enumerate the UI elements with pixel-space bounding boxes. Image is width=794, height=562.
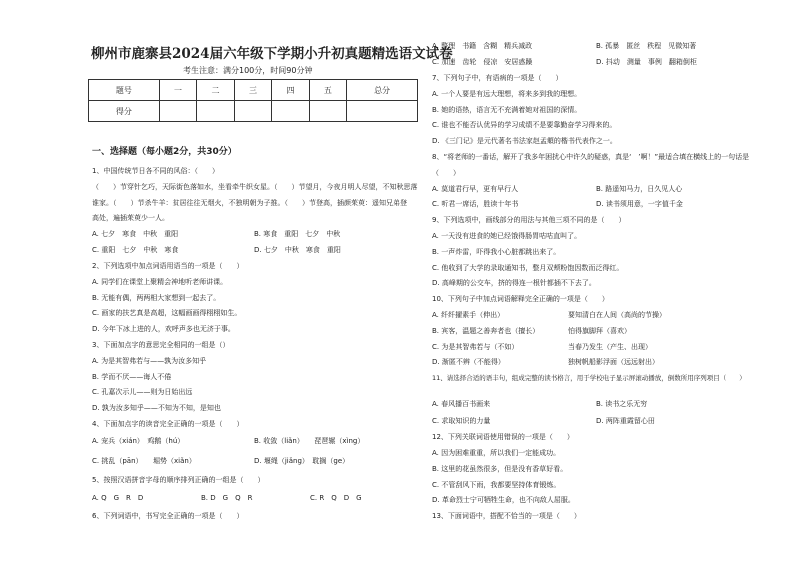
score-input-cell[interactable] <box>272 101 309 122</box>
exam-notice: 考生注意：满分100分，时间90分钟 <box>183 66 313 75</box>
score-header-cell: 三 <box>234 80 271 101</box>
exam-title: 柳州市鹿寨县2024届六年级下学期小升初真题精选语文试卷 <box>91 46 453 62</box>
option-a: A. 整理 书籍 含糊 精兵减政 <box>432 42 533 50</box>
score-table-score-row <box>89 101 418 122</box>
option-a: A. 春风播百书画来 <box>432 400 491 408</box>
option-a: A. 一个人要是有远大理想，将来多到我的理想。 <box>432 90 582 98</box>
question-text-line: 谁家。（ ）节杀牛羊：贫居往往无烟火，不独明朝为子推。（ ）节登高，插颜茱萸：遥知兄弟登 <box>92 199 407 207</box>
question-2: 2、下列选项中加点词语用语当的一项是（ ） <box>92 262 244 270</box>
score-input-cell[interactable] <box>234 101 271 122</box>
option-b: B. 路遥知马力，日久见人心 <box>596 185 683 193</box>
option-b: B. 宾客，温题之善奔者也（擅长） <box>432 327 540 335</box>
option-c: C. 不管刮风下雨，我都要坚持体育锻炼。 <box>432 481 561 489</box>
score-input-cell[interactable] <box>347 101 418 122</box>
score-header-cell: 五 <box>309 80 346 101</box>
option-a: A. 同学们在课堂上聚精会神地听老师讲课。 <box>92 278 228 286</box>
option-b: B. 收敛（liǎn） 琵琶辗（xìng） <box>254 437 365 445</box>
option-b: B. 孤暴 匿丝 秩程 见微知著 <box>596 42 697 50</box>
option-b: B. D G Q R <box>201 494 253 502</box>
question-1: 1、中国传统节日各不同的风俗：（ ） <box>92 167 219 175</box>
option-d: D. 革命烈士宁可牺牲生命，也不向敌人屈服。 <box>432 496 575 504</box>
option-d: D. 《三门记》是元代著名书法家赵孟頫的楷书代表作之一。 <box>432 137 617 145</box>
option-a: A. 一天没有进食的她已经饿得肠胃咕咕直叫了。 <box>432 232 582 240</box>
option-b: B. 寒食 重阳 七夕 中秋 <box>254 230 341 238</box>
question-4: 4、下面加点字的读音完全正确的一项是（ ） <box>92 420 244 428</box>
option-d: D. 渐匿不辨（不能得） <box>432 358 505 366</box>
option-b: B. 读书之乐无穷 <box>596 400 648 408</box>
score-header-cell: 四 <box>272 80 309 101</box>
score-input-cell[interactable] <box>197 101 234 122</box>
answer-blank: （ ） <box>432 169 460 177</box>
score-header-cell: 总分 <box>347 80 418 101</box>
question-8: 8、“将老师的一番话，解开了我多年困扰心中许久的疑惑，真是‘ ’啊！”最适合填在横线上的一句话是 <box>432 153 750 161</box>
option-c: C. 画家的扶艺真是高超，这幅画画得栩栩如生。 <box>92 309 242 317</box>
option-c: C. 他收到了大学的录取通知书，整月双颊粉饱因数而泛得红。 <box>432 264 624 272</box>
question-7: 7、下列句子中，有语病的一项是（ ） <box>432 74 563 82</box>
option-a: A. 为是其智弗若与——孰为汝多知乎 <box>92 357 207 365</box>
option-a-second: 要知清白在人间（高尚的节操） <box>568 311 666 319</box>
option-d: D. 今年下冰上进的人，欢呼声多也无济于事。 <box>92 325 235 333</box>
option-d: D. 抖动 测量 事例 翻箱倒柜 <box>596 58 697 66</box>
right-column <box>428 0 794 562</box>
score-header-cell: 二 <box>197 80 234 101</box>
option-b: B. 她的语热，语言无不充满着她对祖国的深情。 <box>432 106 582 114</box>
question-5: 5、按照汉语拼音字母的顺序排列正确的一组是（ ） <box>92 476 265 484</box>
question-11: 11、请选择合适的语丰句，组成完整的读书格言，用于学校电子显示屏滚动播放，倒数所用序列项目（ ） <box>432 374 746 382</box>
score-table-header-row <box>89 80 418 101</box>
option-a: A. 七夕 寒食 中秋 重阳 <box>92 230 179 238</box>
option-d: D. 两阵重霞留心田 <box>596 417 655 425</box>
option-a: A. 因为困难重重，所以我们一定能成功。 <box>432 449 561 457</box>
option-b-second: 怕得旗脚拜（喜欢） <box>568 327 631 335</box>
question-3: 3、下面加点字的意思完全相同的一组是（） <box>92 341 230 349</box>
option-c: C. 加速 齿轮 侵凉 安居惑躁 <box>432 58 533 66</box>
option-c: C. R Q D G <box>310 494 362 502</box>
option-c: C. 挑乱（pān） 堀势（xiǎn） <box>92 457 196 465</box>
score-row-label: 得分 <box>89 101 160 122</box>
option-d: D. 孰为汝多知乎——不知为不知，是知也 <box>92 404 221 412</box>
option-c: C. 谁也不能否认优异的学习成绩不是要靠勤奋学习得来的。 <box>432 121 617 129</box>
question-text-line: （ ）节穿针乞巧，天际街色落如水，坐看牵牛织女星。（ ）节望月，今夜月明人尽望，不知秋思落 <box>92 183 418 191</box>
option-a: A. 莫道君行早，更有早行人 <box>432 185 519 193</box>
question-text-line: 高处，遍插茱萸少一人。 <box>92 214 169 222</box>
option-d: D. 堰绳（jiǎng） 耽搁（ge） <box>254 457 350 465</box>
option-b: B. 无能有偶，两两相大家想到一起去了。 <box>92 294 221 302</box>
question-12: 12、下列关联词语使用错误的一项是（ ） <box>432 433 574 441</box>
score-table <box>88 79 418 122</box>
option-c: C. 孔嘉次示儿——则为日始出远 <box>92 388 193 396</box>
option-b: B. 这里的花虽然很多，但是没有香草好看。 <box>432 465 568 473</box>
option-d: D. 读书须用意，一字值千金 <box>596 200 683 208</box>
question-9: 9、下列选项中，画线部分的用法与其他三项不同的是（ ） <box>432 216 626 224</box>
question-13: 13、下面词语中，搭配不恰当的一项是（ ） <box>432 512 581 520</box>
option-c: C. 听君一席话，胜读十年书 <box>432 200 519 208</box>
question-6: 6、下列词语中，书写完全正确的一项是（ ） <box>92 512 244 520</box>
option-d-second: 独树帆船影浮面（远远射出） <box>568 358 659 366</box>
option-c-second: 当春乃发生（产生、出现） <box>568 343 652 351</box>
option-a: A. Q G R D <box>92 494 144 502</box>
score-header-cell: 一 <box>159 80 196 101</box>
option-c: C. 重阳 七夕 中秋 寒食 <box>92 246 179 254</box>
question-10: 10、下列句子中加点词语解释完全正确的一项是（ ） <box>432 295 609 303</box>
option-d: D. 高峰期的公交车，挤的得连一根针都插不下去了。 <box>432 279 596 287</box>
option-b: B. 学而不厌——诲人不倦 <box>92 373 172 381</box>
option-a: A. 纤纤擢素手（伸出） <box>432 311 505 319</box>
section-heading: 一、选择题（每小题2分，共30分） <box>92 147 237 157</box>
option-b: B. 一声炸雷，吓得我小心脏都跳出来了。 <box>432 248 561 256</box>
score-input-cell[interactable] <box>159 101 196 122</box>
score-input-cell[interactable] <box>309 101 346 122</box>
option-a: A. 宠兵（xián） 鸡鹅（hú） <box>92 437 185 445</box>
option-d: D. 七夕 中秋 寒食 重阳 <box>254 246 341 254</box>
option-c: C. 为是其智弗若与（不如） <box>432 343 519 351</box>
score-header-cell: 题号 <box>89 80 160 101</box>
option-c: C. 求取知识的力量 <box>432 417 491 425</box>
